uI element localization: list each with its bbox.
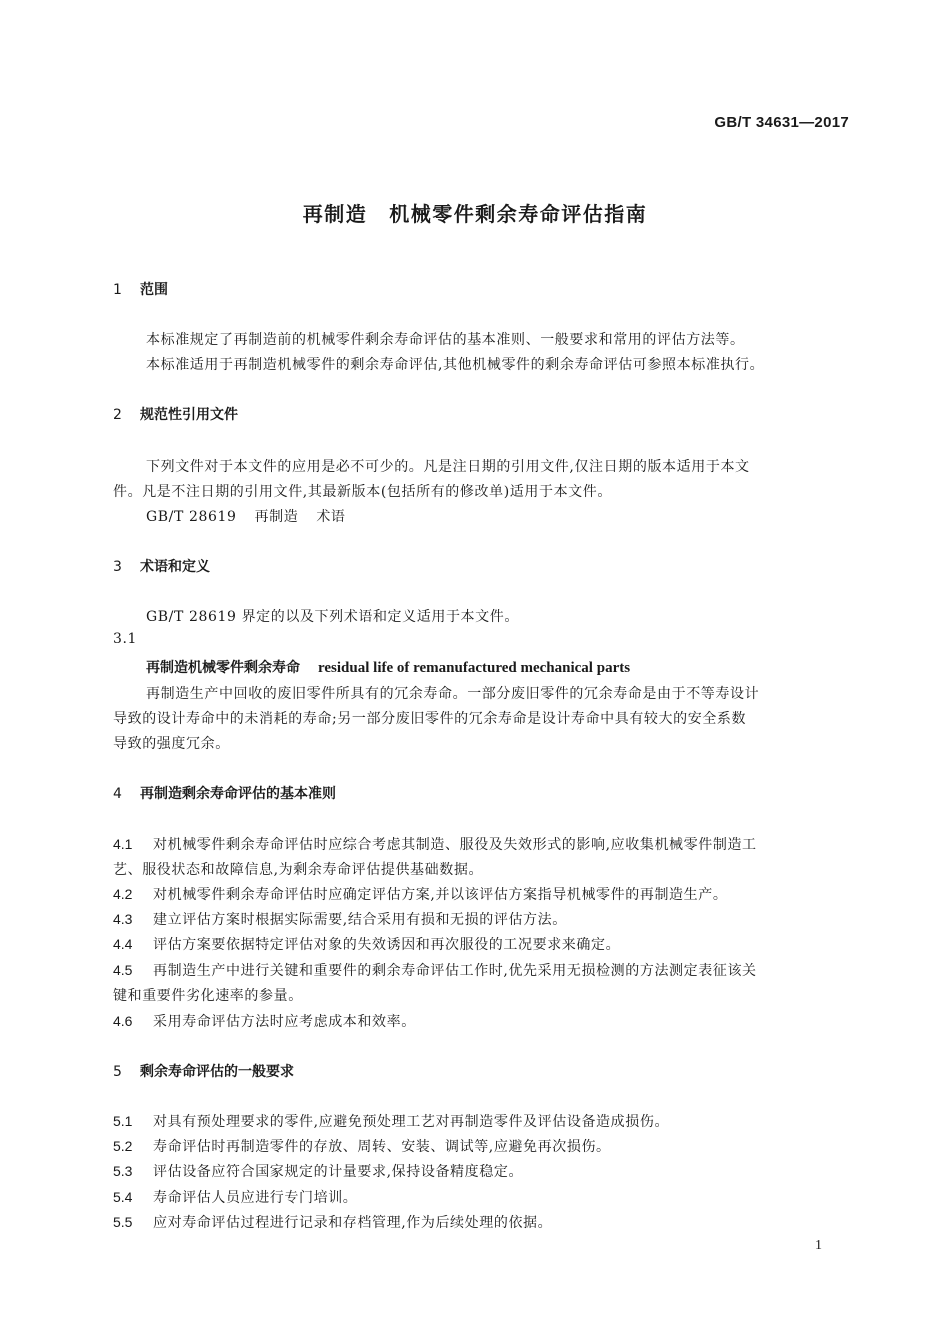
term-definition-line-3: 导致的强度冗余。	[113, 736, 230, 752]
section-4-heading	[113, 783, 336, 803]
section-number: 2	[113, 407, 122, 423]
clause-5-2	[113, 1136, 611, 1156]
clause-number: 4.6	[113, 1013, 133, 1029]
clause-4-5-line-2: 键和重要件劣化速率的参量。	[113, 988, 303, 1004]
reference-title-a: 再制造	[254, 509, 299, 525]
section-title: 术语和定义	[140, 559, 210, 575]
title-part-1: 再制造	[302, 202, 368, 226]
clause-number: 5.4	[113, 1189, 133, 1205]
reference-code: GB/T 28619	[146, 509, 237, 525]
clause-text: 建立评估方案时根据实际需要,结合采用有损和无损的评估方法。	[153, 912, 567, 928]
clause-text: 采用寿命评估方法时应考虑成本和效率。	[153, 1014, 416, 1030]
section-title: 规范性引用文件	[140, 407, 238, 423]
section-number: 1	[113, 282, 122, 298]
clause-text: 评估方案要依据特定评估对象的失效诱因和再次服役的工况要求来确定。	[153, 937, 621, 953]
title-part-2: 机械零件剩余寿命评估指南	[389, 202, 648, 226]
section-1-paragraph-2: 本标准适用于再制造机械零件的剩余寿命评估,其他机械零件的剩余寿命评估可参照本标准执行。	[146, 357, 765, 373]
section-1-heading	[113, 279, 168, 299]
clause-4-5-line-1	[113, 960, 757, 980]
clause-number: 4.5	[113, 962, 133, 978]
section-3-paragraph: GB/T 28619 界定的以及下列术语和定义适用于本文件。	[146, 609, 519, 625]
normative-reference	[146, 506, 346, 526]
term-english: residual life of remanufactured mechanical parts	[318, 660, 631, 676]
term-definition-line-1: 再制造生产中回收的废旧零件所具有的冗余寿命。一部分废旧零件的冗余寿命是由于不等寿设计	[146, 686, 760, 702]
clause-4-2	[113, 884, 727, 904]
clause-5-4	[113, 1187, 357, 1207]
clause-text: 对机械零件剩余寿命评估时应确定评估方案,并以该评估方案指导机械零件的再制造生产。	[153, 887, 728, 903]
clause-number: 5.3	[113, 1163, 133, 1179]
section-title: 剩余寿命评估的一般要求	[140, 1064, 294, 1080]
document-title	[0, 198, 950, 227]
section-2-heading	[113, 404, 238, 424]
clause-text: 对机械零件剩余寿命评估时应综合考虑其制造、服役及失效形式的影响,应收集机械零件制造工	[153, 837, 757, 853]
clause-text: 寿命评估时再制造零件的存放、周转、安装、调试等,应避免再次损伤。	[153, 1139, 611, 1155]
clause-4-3	[113, 909, 567, 929]
section-2-paragraph-line-1: 下列文件对于本文件的应用是必不可少的。凡是注日期的引用文件,仅注日期的版本适用于本文	[146, 459, 750, 475]
clause-text: 应对寿命评估过程进行记录和存档管理,作为后续处理的依据。	[153, 1215, 553, 1231]
clause-5-3	[113, 1161, 523, 1181]
section-5-heading	[113, 1061, 294, 1081]
section-1-paragraph-1: 本标准规定了再制造前的机械零件剩余寿命评估的基本准则、一般要求和常用的评估方法等。	[146, 332, 745, 348]
reference-title-b: 术语	[316, 509, 346, 525]
clause-4-1-line-1	[113, 834, 757, 854]
term-entry	[146, 657, 630, 677]
clause-4-6	[113, 1011, 416, 1031]
page-number: 1	[815, 1238, 822, 1253]
clause-text: 对具有预处理要求的零件,应避免预处理工艺对再制造零件及评估设备造成损伤。	[153, 1114, 670, 1130]
section-title: 范围	[140, 282, 168, 298]
clause-number: 5.2	[113, 1138, 133, 1154]
section-number: 4	[113, 786, 122, 802]
term-chinese: 再制造机械零件剩余寿命	[146, 660, 300, 676]
section-2-paragraph-line-2: 件。凡是不注日期的引用文件,其最新版本(包括所有的修改单)适用于本文件。	[113, 484, 612, 500]
term-number: 3.1	[113, 631, 138, 647]
clause-text: 评估设备应符合国家规定的计量要求,保持设备精度稳定。	[153, 1164, 524, 1180]
section-title: 再制造剩余寿命评估的基本准则	[140, 786, 336, 802]
clause-number: 4.4	[113, 936, 133, 952]
clause-number: 5.1	[113, 1113, 133, 1129]
clause-number: 4.1	[113, 836, 133, 852]
clause-4-4	[113, 934, 620, 954]
section-3-heading	[113, 556, 210, 576]
clause-4-1-line-2: 艺、服役状态和故障信息,为剩余寿命评估提供基础数据。	[113, 862, 484, 878]
clause-text: 寿命评估人员应进行专门培训。	[153, 1190, 358, 1206]
section-number: 5	[113, 1064, 122, 1080]
clause-number: 4.2	[113, 886, 133, 902]
clause-number: 5.5	[113, 1214, 133, 1230]
section-number: 3	[113, 559, 122, 575]
clause-text: 再制造生产中进行关键和重要件的剩余寿命评估工作时,优先采用无损检测的方法测定表征该关	[153, 963, 757, 979]
clause-5-1	[113, 1111, 669, 1131]
clause-5-5	[113, 1212, 552, 1232]
clause-number: 4.3	[113, 911, 133, 927]
standard-code: GB/T 34631—2017	[714, 114, 849, 131]
term-definition-line-2: 导致的设计寿命中的未消耗的寿命;另一部分废旧零件的冗余寿命是设计寿命中具有较大的安全系数	[113, 711, 747, 727]
